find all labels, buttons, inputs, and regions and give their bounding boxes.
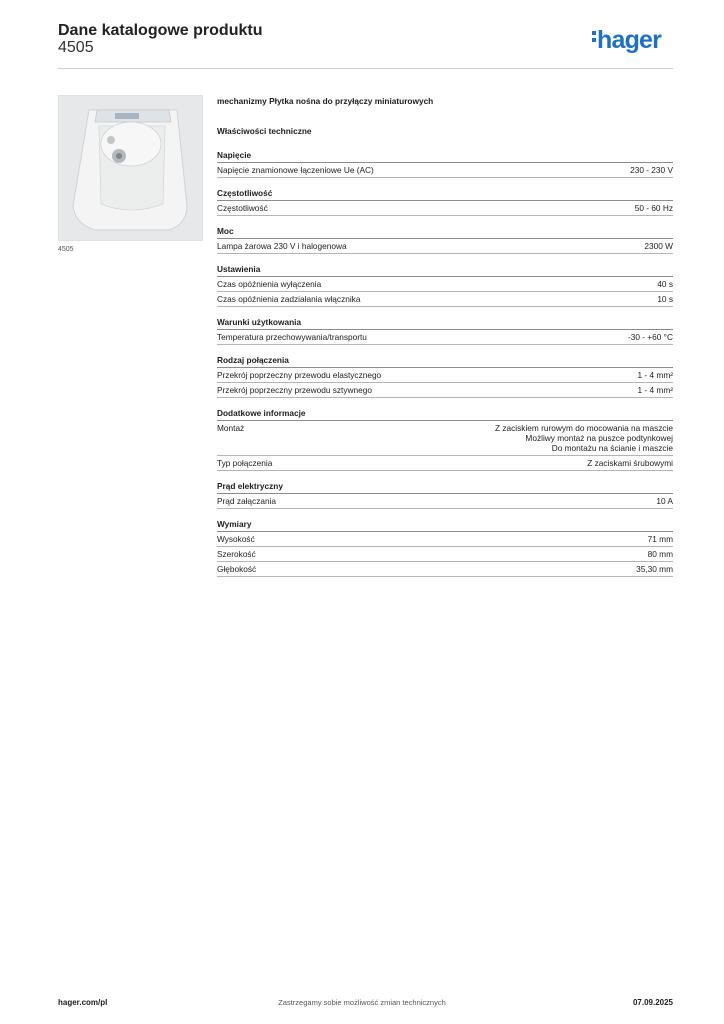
properties-title: Właściwości techniczne (217, 126, 312, 136)
spec-value-line: 1 - 4 mm² (637, 370, 673, 380)
product-photo (58, 95, 203, 241)
spec-section (217, 519, 673, 577)
spec-label: Prąd załączania (217, 496, 277, 506)
spec-label: Szerokość (217, 549, 256, 559)
section-title: Rodzaj połączenia (217, 355, 673, 368)
spec-label: Czas opóźnienia zadziałania włącznika (217, 294, 361, 304)
spec-value (587, 458, 673, 468)
spec-value-line: Z zaciskami śrubowymi (587, 458, 673, 468)
spec-section (217, 188, 673, 216)
footer-date: 07.09.2025 (632, 998, 673, 1007)
spec-label: Głębokość (217, 564, 257, 574)
spec-section (217, 317, 673, 345)
spec-label: Przekrój poprzeczny przewodu elastycznego (217, 370, 382, 380)
spec-row (217, 277, 673, 292)
spec-row (217, 532, 673, 547)
spec-row (217, 494, 673, 509)
spec-value (657, 294, 673, 304)
spec-section (217, 481, 673, 509)
spec-value-line: -30 - +60 °C (627, 332, 673, 342)
spec-sections (217, 150, 673, 577)
footer-website: hager.com/pl (58, 998, 108, 1007)
hager-logo (592, 26, 661, 55)
spec-value-line: Z zaciskiem rurowym do mocowania na maszcie (495, 423, 673, 433)
product-specs (217, 96, 673, 587)
spec-value-line: 50 - 60 Hz (634, 203, 673, 213)
spec-value-line: 40 s (657, 279, 673, 289)
spec-section (217, 150, 673, 178)
logo-text: hager (597, 26, 662, 54)
spec-row (217, 421, 673, 456)
product-illustration (59, 96, 202, 240)
spec-label: Przekrój poprzeczny przewodu sztywnego (217, 385, 372, 395)
product-description: mechanizmy Płytka nośna do przyłączy miniaturowych (217, 96, 434, 106)
spec-row (217, 547, 673, 562)
spec-value-line: 80 mm (647, 549, 673, 559)
spec-label: Lampa żarowa 230 V i halogenowa (217, 241, 347, 251)
spec-label: Montaż (217, 423, 245, 433)
spec-row (217, 456, 673, 471)
spec-value (630, 165, 673, 175)
spec-value-line: 1 - 4 mm² (637, 385, 673, 395)
spec-value (656, 496, 673, 506)
spec-section (217, 226, 673, 254)
spec-value-line: 35,30 mm (636, 564, 673, 574)
spec-value-line: 230 - 230 V (630, 165, 673, 175)
section-title: Wymiary (217, 519, 673, 532)
spec-value (628, 332, 673, 342)
spec-value (644, 241, 673, 251)
footer-disclaimer: Zastrzegamy sobie możliwość zmian technicznych (278, 998, 446, 1007)
spec-value (495, 423, 673, 453)
spec-value-line: 2300 W (644, 241, 673, 251)
section-title: Moc (217, 226, 673, 239)
spec-label: Napięcie znamionowe łączeniowe Ue (AC) (217, 165, 374, 175)
section-title: Warunki użytkowania (217, 317, 673, 330)
spec-value-line: Do montażu na ścianie i maszcie (551, 443, 673, 453)
spec-row (217, 368, 673, 383)
spec-label: Częstotliwość (217, 203, 268, 213)
spec-label: Typ połączenia (217, 458, 273, 468)
spec-value-line: 10 A (656, 496, 673, 506)
spec-value-line: 71 mm (647, 534, 673, 544)
spec-section (217, 355, 673, 398)
spec-value (648, 549, 673, 559)
spec-value (657, 279, 673, 289)
product-code: 4505 (58, 39, 94, 56)
section-title: Dodatkowe informacje (217, 408, 673, 421)
spec-section (217, 264, 673, 307)
spec-row (217, 239, 673, 254)
photo-caption: 4505 (58, 246, 74, 253)
section-title: Częstotliwość (217, 188, 673, 201)
spec-row (217, 383, 673, 398)
spec-row (217, 201, 673, 216)
spec-label: Wysokość (217, 534, 255, 544)
spec-value (648, 534, 673, 544)
logo-dots-icon (592, 28, 596, 45)
spec-value (635, 203, 673, 213)
page-title: Dane katalogowe produktu (58, 22, 263, 39)
spec-value-line: 10 s (657, 294, 673, 304)
spec-row (217, 163, 673, 178)
spec-row (217, 330, 673, 345)
header-divider (58, 68, 673, 69)
spec-label: Temperatura przechowywania/transportu (217, 332, 367, 342)
section-title: Napięcie (217, 150, 673, 163)
spec-section (217, 408, 673, 471)
spec-row (217, 562, 673, 577)
spec-label: Czas opóźnienia wyłączenia (217, 279, 322, 289)
section-title: Ustawienia (217, 264, 673, 277)
spec-value (638, 370, 674, 380)
spec-value (638, 385, 674, 395)
spec-value (636, 564, 673, 574)
spec-row (217, 292, 673, 307)
section-title: Prąd elektryczny (217, 481, 673, 494)
spec-value-line: Możliwy montaż na puszce podtynkowej (525, 433, 673, 443)
